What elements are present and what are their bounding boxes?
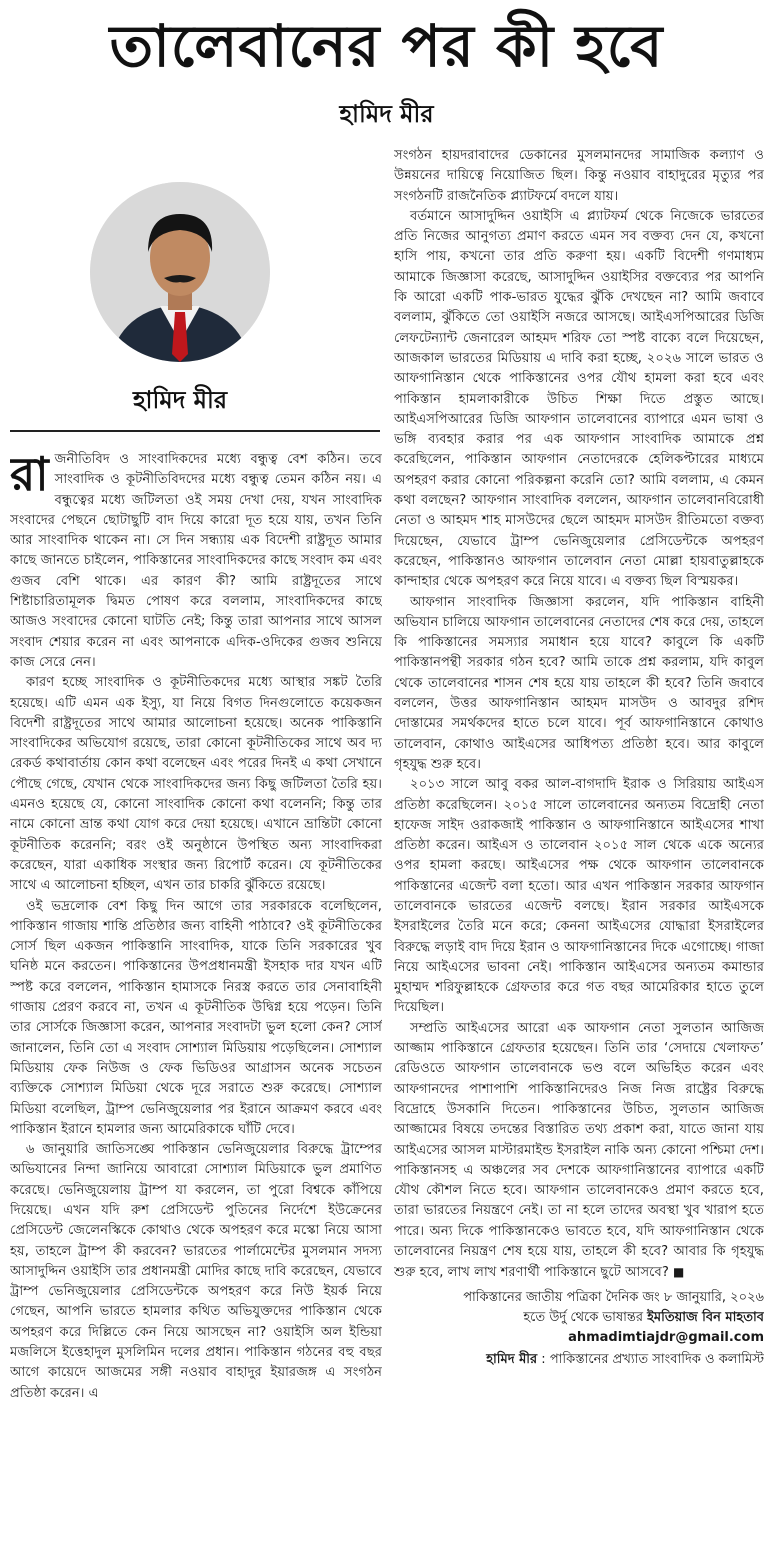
author-bio: হামিদ মীর : পাকিস্তানের প্রখ্যাত সাংবাদিক ও কলামিস্ট xyxy=(486,1351,764,1367)
translator-line: হতে উর্দু থেকে ভাষান্তর ইমতিয়াজ বিন মাহতাব xyxy=(523,1309,764,1325)
source-note xyxy=(394,1288,764,1328)
article-column-left xyxy=(10,450,382,1540)
author-portrait-icon xyxy=(90,182,270,362)
source-line: পাকিস্তানের জাতীয় পত্রিকা দৈনিক জং ৮ জানুয়ারি, ২০২৬ xyxy=(463,1289,764,1305)
paragraph: ২০১৩ সালে আবু বকর আল-বাগদাদি ইরাক ও সিরিয়ায় আইএস প্রতিষ্ঠা করেছিলেন। ২০১৫ সালে তালেবানের অন্যতম বিদ্রোহী নেতা হাফেজ সাইদ ওরাকজাই পাকিস্তান ও আফগানিস্তানে আইএসের শাখা প্রতিষ্ঠা করেন। আইএস ও তালেবান ২০১৫ সাল থেকে একে অন্যের ওপর হামলা করছে। আইএসের পক্ষ থেকে আফগান তালেবানকে পাকিস্তানের এজেন্ট বলা হতো। আর এখন পাকিস্তান সরকার আফগান তালেবানকে ভারতের এজেন্ট বলছে। ইরান সরকার আইএসকে ইসরাইলের তৈরি মনে করে; কেননা আইএসের যোদ্ধারা ইসরাইলের বিরুদ্ধে লড়াই বাদ দিয়ে ইরান ও আফগানিস্তানের দিকে এগোচ্ছে। গাজা নিয়ে আইএসের ভাবনা নেই। পাকিস্তান আইএসের অন্যতম কমান্ডার মুহাম্মদ শরিফুল্লাহকে গ্রেফতার করে গত বছর আমেরিকার হাতে তুলে দিয়েছিল। xyxy=(394,777,764,1016)
paragraph: সংগঠন হায়দরাবাদের ডেকানের মুসলমানদের সামাজিক কল্যাণ ও উন্নয়নের দায়িত্বে নিয়োজিত ছিল। কিন্তু নওয়াব বাহাদুরের মৃত্যুর পর সংগঠনটি রাজনৈতিক প্ল্যাটফর্মে বদলে যায়। xyxy=(394,148,764,204)
author-photo xyxy=(90,182,270,362)
paragraph: আফগান সাংবাদিক জিজ্ঞাসা করলেন, যদি পাকিস্তান বাহিনী অভিযান চালিয়ে আফগান তালেবানের নেতাদের শেষ করে দেয়, তাহলে কি পাকিস্তানের সমস্যার সমাধান হয়ে যাবে? কাবুলে কি একটি পাকিস্তানপন্থী সরকার গঠন হবে? আমি তাকে প্রশ্ন করলাম, যদি কাবুল থেকে তালেবানের শাসন শেষ হয়ে যায় তাহলে কী হবে? তিনি জবাবে বললেন, উত্তর আফগানিস্তান আহমদ মাসউদ ও আবদুর রশিদ দোস্তামের সমর্থকদের হাতে চলে যাবে। পূর্ব আফগানিস্তানে কোথাও তালেবান, কোথাও আইএসের আধিপত্য প্রতিষ্ঠা হবে। আর কাবুলে গৃহযুদ্ধ শুরু হবে। xyxy=(394,594,764,772)
end-mark-icon: ■ xyxy=(673,1265,685,1280)
divider xyxy=(10,430,380,432)
drop-cap: রা xyxy=(10,450,49,501)
paragraph: কারণ হচ্ছে সাংবাদিক ও কূটনীতিকদের মধ্যে আস্থার সঙ্কট তৈরি হয়েছে। এটি এমন এক ইস্যু, যা নিয়ে বিগত দিনগুলোতে কয়েকজন বিদেশী রাষ্ট্রদূতের সাথে আমার আলোচনা হয়েছে। অনেক পাকিস্তানি সাংবাদিকের অভিযোগ রয়েছে, তারা কোনো কূটনীতিকের সাথে অব দ্য রেকর্ড কথাবার্তায় কোন কথা বলেছেন এবং পরের দিনই এ কথা সেখানে পৌছে গেছে, যেখান থেকে সাংবাদিকদের জন্য কিছু জটিলতা তৈরি হয়। এমনও হয়েছে যে, কোনো সাংবাদিক কোনো কথা বলেননি; কিন্তু তার নামে কোনো ভ্রান্ত কথা যোগ করে দেয়া হয়েছে। এখানে ভ্রান্তিটা কোনো কূটনীতিক করেননি; বরং ওই অনুষ্ঠানে উপস্থিত অন্য সাংবাদিকরা করেছেন, যারা একাধিক সংস্থার জন্য রিপোর্ট করেন। যে কূটনীতিকের সাথে এ আলোচনা হচ্ছিল, এখন তার চাকরি ঝুঁকিতে রয়েছে। xyxy=(10,675,382,894)
headline: তালেবানের পর কী হবে xyxy=(109,12,664,80)
paragraph: বর্তমানে আসাদুদ্দিন ওয়াইসি এ প্ল্যাটফর্ম থেকে নিজেকে ভারতের প্রতি নিজের আনুগত্য প্রমাণ করতে এমন সব বক্তব্য দেন যে, কখনো হাসি পায়, কখনো তার প্রতি করুণা হয়। একটি বিদেশী গণমাধ্যম আমাকে জিজ্ঞাসা করেছে, আসাদুদ্দিন ওয়াইসির বক্তব্যের পর আপনি কি আরো একটি পাক-ভারত যুদ্ধের ঝুঁকি দেখছেন না? আমি জবাবে বললাম, ঝুঁকিতে তো ওয়াইসি নজরে আসছে। আইএসপিআরের ডিজি লেফটেন্যান্ট জেনারেল আহমদ শরিফ তো স্পষ্ট বাক্যে বলে দিয়েছেন, আজকাল ভারতের মিডিয়ায় এ দাবি করা হচ্ছে, ২০২৬ সালে ভারত ও আফগানিস্তান থেকে পাকিস্তানের ওপর যৌথ হামলা করা হবে এবং পাকিস্তান হামলাকারীকে উচিত শিক্ষা দিতে প্রস্তুত আছে। আইএসপিআরের ডিজি আফগান তালেবানের ব্যাপারে এমন ভাষা ও ভঙ্গি ব্যবহার করার পর এক আফগান সাংবাদিক আমাকে প্রশ্ন করেছিলেন, পাকিস্তান আফগান নেতাদেরকে হেলিকপ্টারের মাধ্যমে অপহরণ করার কোনো পরিকল্পনা করেনি তো? আমি বললাম, এ কেমন কথা বলছেন? আফগান সাংবাদিক বললেন, আফগান তালেবানবিরোধী নেতা ও আহমদ শাহ মাসউদের ছেলে আহমদ মাসউদ রীতিমতো বক্তব্য দিয়েছেন, যেভাবে ট্রাম্প ভেনিজুয়েলার প্রেসিডেন্টকে অপহরণ করেছেন, পাকিস্তানও আফগান তালেবান নেতা মোল্লা হায়বাতুল্লাহকে কান্দাহার থেকে অপহরণ করে নিয়ে যাবে। এ বক্তব্য ছিল বিস্ময়কর। xyxy=(394,208,764,590)
author-byline: হামিদ মীর xyxy=(339,99,434,128)
paragraph: ৬ জানুয়ারি জাতিসঙ্ঘে পাকিস্তান ভেনিজুয়েলার বিরুদ্ধে ট্রাম্পের অভিযানের নিন্দা জানিয়ে আবারো সোশ্যাল মিডিয়াকে ভুল প্রমাণিত করেছে। ভেনিজুয়েলায় ট্রাম্প যা করলেন, তা পুরো বিশ্বকে কাঁপিয়ে দিয়েছে। এখন যদি রুশ প্রেসিডেন্ট পুতিনের নির্দেশে ইউক্রেনের প্রেসিডেন্ট জেলেনস্কিকে কোথাও থেকে অপহরণ করে মস্কো নিয়ে আসা হয়, তাহলে ট্রাম্প কী করবেন? ভারতের পার্লামেন্টের মুসলমান সদস্য আসাদুদ্দিন ওয়াইসি তার প্রধানমন্ত্রী মোদির কাছে দাবি করেছেন, যেভাবে ট্রাম্প ভেনিজুয়েলার প্রেসিডেন্টকে অপহরণ করে নিউ ইয়র্ক নিয়ে গেছেন, আপনি ভারতে হামলার কথিত অভিযুক্তদের পাকিস্তান থেকে অপহরণ করে দিল্লিতে কেন নিয়ে আসছেন না? ওয়াইসি অল ইন্ডিয়া মজলিসে ইত্তেহাদুল মুসলিমিন দলের প্রধান। পাকিস্তান গঠনের বহু বছর আগে কায়েদে আজমের সঙ্গী নওয়াব বাহাদুর ইয়ারজঙ্গ এ সংগঠন প্রতিষ্ঠা করেন। এ xyxy=(10,1142,382,1401)
author-email[interactable]: ahmadimtiajdr@gmail.com xyxy=(568,1329,764,1345)
paragraph: ওই ভদ্রলোক বেশ কিছু দিন আগে তার সরকারকে বলেছিলেন, পাকিস্তান গাজায় শান্তি প্রতিষ্ঠার জন্য বাহিনী পাঠাবে? ওই কূটনীতিকের সোর্স ছিল একজন পাকিস্তানি সাংবাদিক, যাকে তিনি সরকারের খুব ঘনিষ্ঠ মনে করতেন। পাকিস্তানের উপপ্রধানমন্ত্রী ইসহাক দার যখন এটি স্পষ্ট করে বললেন, পাকিস্তান হামাসকে নিরস্ত্র করতে তার সেনাবাহিনী গাজায় প্রেরণ করবে না, তখন এ কূটনীতিক উদ্বিগ্ন হয়ে পড়েন। তিনি তার সোর্সকে জিজ্ঞাসা করেন, আপনার সংবাদটা ভুল হলো কেন? সোর্স জানালেন, তিনি তো এ সংবাদ সোশ্যাল মিডিয়ায় পড়েছিলেন। সোশ্যাল মিডিয়ায় ফেক নিউজ ও ফেক ভিডিওর আগ্রাসন অনেক সচেতন ব্যক্তিকে সোশ্যাল মিডিয়া থেকে দূরে সরাতে শুরু করেছে। সোশ্যাল মিডিয়া বলেছিল, ট্রাম্প ভেনিজুয়েলার পর ইরানে আক্রমণ করবে এবং পাকিস্তান ইরানে হামলার জন্য আমেরিকাকে ঘাঁটি দেবে। xyxy=(10,898,382,1137)
paragraph: রাজনীতিবিদ ও সাংবাদিকদের মধ্যে বন্ধুত্ব বেশ কঠিন। তবে সাংবাদিক ও কূটনীতিবিদদের মধ্যে বন্ধুত্ব তেমন কঠিন নয়। এ বন্ধুত্বের মধ্যে জটিলতা ওই সময় দেখা দেয়, যখন সাংবাদিক সংবাদের পেছনে ছোটাছুটি বাদ দিয়ে কারো দূত হয়ে যায়, তখন তিনি আর সাংবাদিক থাকেন না। সে দিন সন্ধ্যায় এক বিদেশী রাষ্ট্রদূত আমার কাছে জানতে চাইলেন, পাকিস্তানের সাংবাদিকদের কাছে সংবাদ কম এবং গুজব বেশি থাকে। এর কারণ কী? আমি রাষ্ট্রদূতের সাথে শিষ্টাচারিতামূলক দ্বিমত পোষণ করে বললাম, সাংবাদিকদের কাছে আজও সংবাদের কোনো ঘাটতি নেই; কিন্তু তারা আপনার সাথে আসল সংবাদ শেয়ার করেন না এবং আপনাকে এদিক-ওদিকের গুজব শুনিয়ে কাজ সেরে নেন। xyxy=(10,450,382,670)
translator-name: ইমতিয়াজ বিন মাহতাব xyxy=(647,1309,764,1325)
paragraph: সম্প্রতি আইএসের আরো এক আফগান নেতা সুলতান আজিজ আজ্জাম পাকিস্তানে গ্রেফতার হয়েছেন। তিনি তার ‘সেদায়ে খেলাফত’ রেডিওতে আফগান তালেবানকে ভণ্ড বলে অভিহিত করেন এবং আফগানদের পাশাপাশি পাকিস্তানিদেরও নিজ নিজ রাষ্ট্রের বিরুদ্ধে বিদ্রোহে উসকানি দিতেন। পাকিস্তানের উচিত, সুলতান আজিজ আজ্জামের বিষয়ে তদন্তের বিস্তারিত তথ্য প্রকাশ করা, যাতে জানা যায় আইএসের আসল মাস্টারমাইন্ড ইসরাইল নাকি অন্য কোনো পশ্চিমা দেশ। পাকিস্তানসহ এ অঞ্চলের সব দেশকে আফগানিস্তানের ব্যাপারে একটি যৌথ কৌশল নিতে হবে। আফগান তালেবানকেও প্রমাণ করতে হবে, তারা ভারতের নিয়ন্ত্রণে নেই। তা না হলে তাদের অবস্থা খুব খারাপ হতে পারে। অন্য দিকে পাকিস্তানকেও ভাবতে হবে, যদি আফগানিস্তান থেকে তালেবানের নিয়ন্ত্রণ শেষ হয়ে যায়, তাহলে কী হবে? আবার কি গৃহযুদ্ধ শুরু হবে, লাখ লাখ শরণার্থী পাকিস্তানে ছুটে আসবে? ■ xyxy=(394,1020,764,1281)
photo-caption: হামিদ মীর xyxy=(132,385,228,414)
article-column-right xyxy=(394,146,764,1540)
